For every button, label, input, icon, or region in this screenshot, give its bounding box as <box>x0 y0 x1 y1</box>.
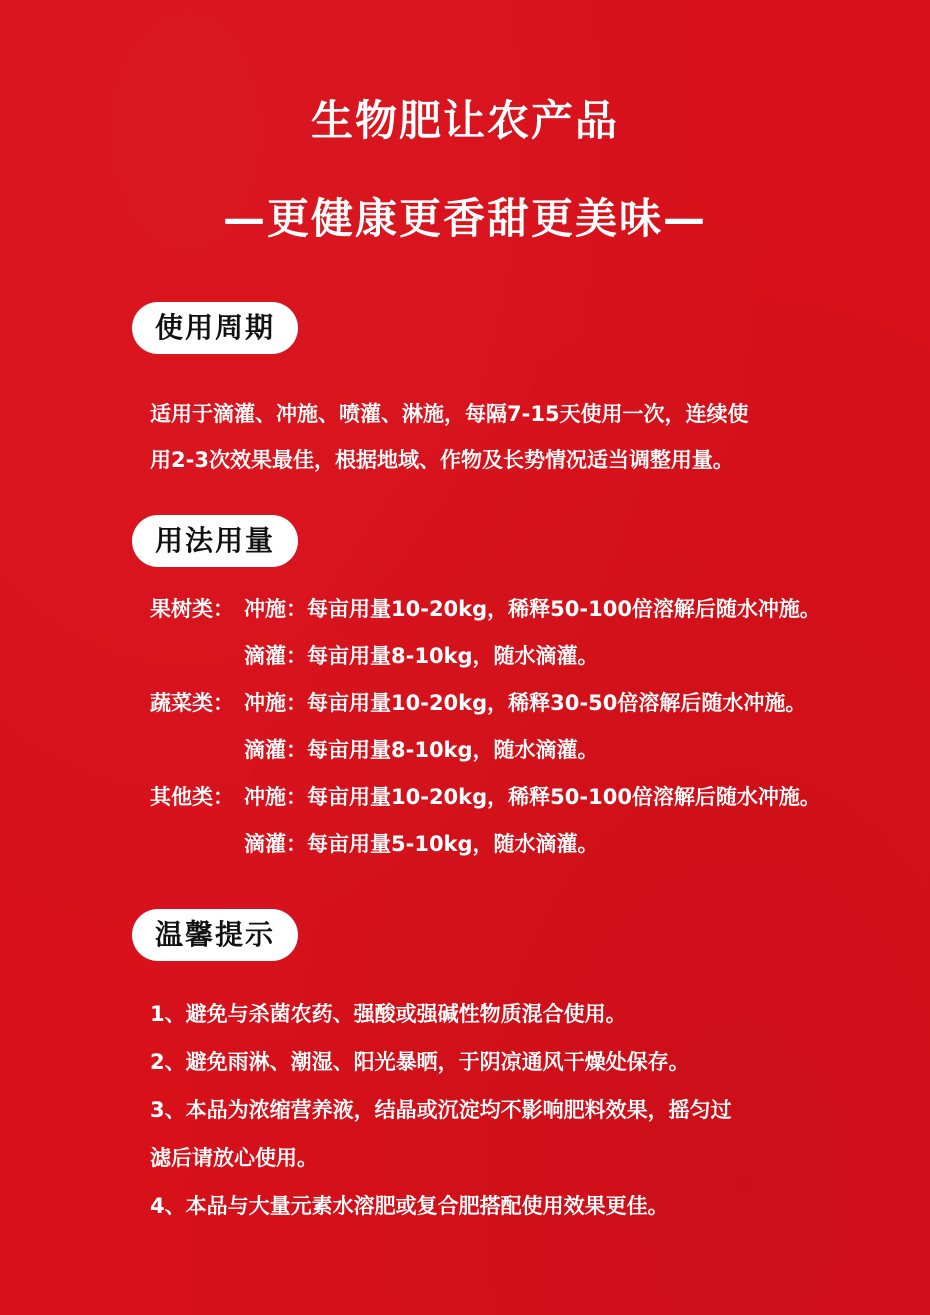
usage-row <box>150 680 890 727</box>
section-heading-tips: 温馨提示 <box>132 909 298 961</box>
section-heading-cycle: 使用周期 <box>132 302 298 354</box>
cycle-line-2: 用2-3次效果最佳，根据地域、作物及长势情况适当调整用量。 <box>150 448 734 472</box>
usage-method: 滴灌： <box>244 644 307 668</box>
usage-method: 冲施： <box>244 597 307 621</box>
section-heading-usage: 用法用量 <box>132 515 298 567</box>
tip-line: 1、避免与杀菌农药、强酸或强碱性物质混合使用。 <box>150 1002 627 1026</box>
title-line-2: —更健康更香甜更美味— <box>222 194 707 243</box>
cycle-paragraph <box>150 391 850 483</box>
usage-row <box>150 586 890 633</box>
usage-row <box>150 774 890 821</box>
usage-list <box>150 586 890 868</box>
tip-line: 3、本品为浓缩营养液，结晶或沉淀均不影响肥料效果，摇匀过 <box>150 1098 732 1122</box>
tips-list <box>150 990 870 1230</box>
usage-text: 每亩用量8-10kg，随水滴灌。 <box>307 644 599 668</box>
tip-line: 2、避免雨淋、潮湿、阳光暴晒，于阴凉通风干燥处保存。 <box>150 1050 690 1074</box>
usage-row <box>150 821 890 868</box>
cycle-line-1: 适用于滴灌、冲施、喷灌、淋施，每隔7-15天使用一次，连续使 <box>150 402 749 426</box>
usage-method: 滴灌： <box>244 832 307 856</box>
usage-category: 蔬菜类： <box>150 691 234 715</box>
title-line-1: 生物肥让农产品 <box>310 96 619 145</box>
usage-text: 每亩用量5-10kg，随水滴灌。 <box>307 832 599 856</box>
usage-category: 其他类： <box>150 785 234 809</box>
usage-text: 每亩用量10-20kg，稀释30-50倍溶解后随水冲施。 <box>307 691 807 715</box>
tip-line: 滤后请放心使用。 <box>150 1146 318 1170</box>
usage-text: 每亩用量8-10kg，随水滴灌。 <box>307 738 599 762</box>
usage-row <box>150 633 890 680</box>
tip-line: 4、本品与大量元素水溶肥或复合肥搭配使用效果更佳。 <box>150 1194 669 1218</box>
usage-category: 果树类： <box>150 597 234 621</box>
usage-text: 每亩用量10-20kg，稀释50-100倍溶解后随水冲施。 <box>307 597 821 621</box>
usage-text: 每亩用量10-20kg，稀释50-100倍溶解后随水冲施。 <box>307 785 821 809</box>
usage-method: 冲施： <box>244 785 307 809</box>
usage-row <box>150 727 890 774</box>
usage-method: 冲施： <box>244 691 307 715</box>
usage-method: 滴灌： <box>244 738 307 762</box>
